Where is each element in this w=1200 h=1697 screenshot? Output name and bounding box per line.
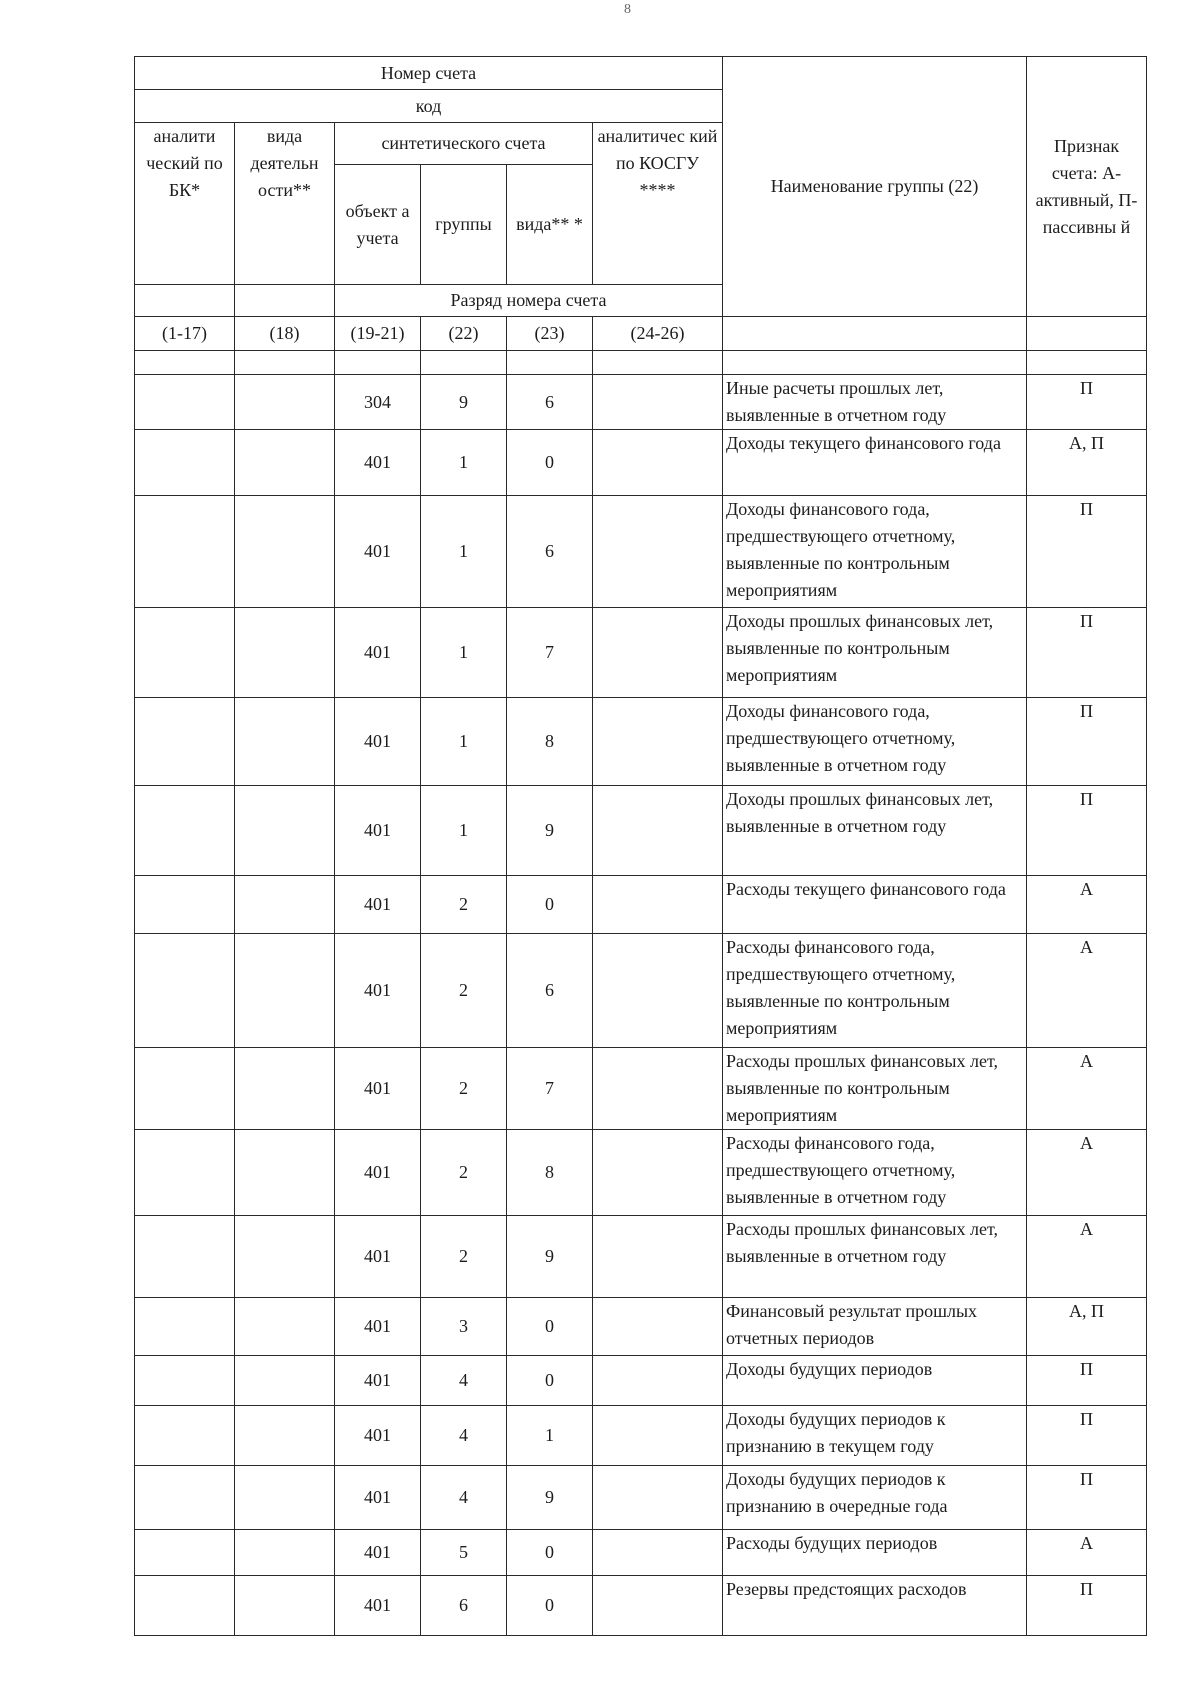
object-cell: 401 — [335, 876, 421, 934]
analytic-bk-cell — [135, 430, 235, 496]
account-sign-cell: П — [1027, 698, 1147, 786]
empty-cell — [421, 351, 507, 375]
group-cell: 9 — [421, 375, 507, 430]
activity-type-cell — [235, 496, 335, 608]
table-row — [135, 430, 1147, 496]
activity-type-cell — [235, 608, 335, 698]
account-sign-cell: П — [1027, 1576, 1147, 1636]
account-sign-cell: А, П — [1027, 430, 1147, 496]
analytic-kosgu-cell — [593, 608, 723, 698]
object-cell: 401 — [335, 1048, 421, 1130]
empty-cell — [135, 351, 235, 375]
table-row — [135, 876, 1147, 934]
account-sign-cell: П — [1027, 496, 1147, 608]
object-cell: 401 — [335, 786, 421, 876]
group-name-cell: Доходы будущих периодов к признанию в текущем году — [723, 1406, 1027, 1466]
range-cell: (1-17) — [135, 317, 235, 351]
group-cell: 6 — [421, 1576, 507, 1636]
group-cell: 1 — [421, 496, 507, 608]
kind-cell: 6 — [507, 934, 593, 1048]
account-number-header: Номер счета — [135, 57, 723, 90]
object-header: объект а учета — [335, 165, 421, 285]
group-name-cell: Доходы прошлых финансовых лет, выявленные в отчетном году — [723, 786, 1027, 876]
analytic-bk-cell — [135, 1048, 235, 1130]
analytic-bk-header: аналити ческий по БК* — [135, 123, 235, 285]
account-sign-cell: А — [1027, 1048, 1147, 1130]
group-header: группы — [421, 165, 507, 285]
group-name-cell: Доходы будущих периодов — [723, 1356, 1027, 1406]
analytic-bk-cell — [135, 1466, 235, 1530]
analytic-bk-cell — [135, 1216, 235, 1298]
object-cell: 401 — [335, 430, 421, 496]
object-cell: 401 — [335, 1356, 421, 1406]
table-row — [135, 1530, 1147, 1576]
analytic-bk-cell — [135, 1530, 235, 1576]
empty-cell — [235, 285, 335, 317]
kind-cell: 9 — [507, 1216, 593, 1298]
group-name-cell: Расходы прошлых финансовых лет, выявленные в отчетном году — [723, 1216, 1027, 1298]
activity-type-header: вида деятельн ости** — [235, 123, 335, 285]
kind-cell: 0 — [507, 430, 593, 496]
object-cell: 401 — [335, 1576, 421, 1636]
group-cell: 5 — [421, 1530, 507, 1576]
table-row — [135, 1048, 1147, 1130]
analytic-kosgu-header: аналитичес кий по КОСГУ **** — [593, 123, 723, 285]
activity-type-cell — [235, 430, 335, 496]
object-cell: 401 — [335, 1216, 421, 1298]
empty-cell — [507, 351, 593, 375]
group-name-cell: Иные расчеты прошлых лет, выявленные в отчетном году — [723, 375, 1027, 430]
analytic-bk-cell — [135, 1298, 235, 1356]
group-cell: 1 — [421, 698, 507, 786]
kind-cell: 8 — [507, 698, 593, 786]
activity-type-cell — [235, 1298, 335, 1356]
object-cell: 401 — [335, 496, 421, 608]
analytic-bk-cell — [135, 1576, 235, 1636]
range-row — [135, 317, 1147, 351]
group-cell: 2 — [421, 876, 507, 934]
account-sign-cell: А — [1027, 1216, 1147, 1298]
analytic-bk-cell — [135, 934, 235, 1048]
table-row — [135, 698, 1147, 786]
object-cell: 401 — [335, 1406, 421, 1466]
empty-cell — [723, 317, 1027, 351]
empty-cell — [335, 351, 421, 375]
table-row — [135, 608, 1147, 698]
table-row — [135, 1576, 1147, 1636]
kind-header: вида** * — [507, 165, 593, 285]
range-cell: (23) — [507, 317, 593, 351]
analytic-kosgu-cell — [593, 1356, 723, 1406]
account-sign-cell: П — [1027, 608, 1147, 698]
activity-type-cell — [235, 1216, 335, 1298]
group-cell: 2 — [421, 1216, 507, 1298]
activity-type-cell — [235, 934, 335, 1048]
group-name-cell: Расходы финансового года, предшествующего отчетному, выявленные в отчетном году — [723, 1130, 1027, 1216]
analytic-bk-cell — [135, 1130, 235, 1216]
code-header: код — [135, 90, 723, 123]
kind-cell: 0 — [507, 1530, 593, 1576]
table-row — [135, 496, 1147, 608]
analytic-kosgu-cell — [593, 786, 723, 876]
kind-cell: 0 — [507, 876, 593, 934]
group-cell: 3 — [421, 1298, 507, 1356]
range-cell: (22) — [421, 317, 507, 351]
range-cell: (19-21) — [335, 317, 421, 351]
group-name-cell: Расходы прошлых финансовых лет, выявленные по контрольным мероприятиям — [723, 1048, 1027, 1130]
activity-type-cell — [235, 1406, 335, 1466]
group-name-cell: Доходы прошлых финансовых лет, выявленные по контрольным мероприятиям — [723, 608, 1027, 698]
kind-cell: 1 — [507, 1406, 593, 1466]
analytic-bk-cell — [135, 698, 235, 786]
kind-cell: 6 — [507, 375, 593, 430]
activity-type-cell — [235, 375, 335, 430]
kind-cell: 0 — [507, 1356, 593, 1406]
analytic-kosgu-cell — [593, 375, 723, 430]
range-cell: (18) — [235, 317, 335, 351]
analytic-kosgu-cell — [593, 1576, 723, 1636]
analytic-bk-cell — [135, 1356, 235, 1406]
empty-cell — [593, 351, 723, 375]
analytic-kosgu-cell — [593, 698, 723, 786]
empty-cell — [135, 285, 235, 317]
table-row — [135, 1298, 1147, 1356]
empty-cell — [1027, 351, 1147, 375]
analytic-kosgu-cell — [593, 1048, 723, 1130]
kind-cell: 8 — [507, 1130, 593, 1216]
account-sign-cell: А — [1027, 1530, 1147, 1576]
table-row — [135, 1356, 1147, 1406]
object-cell: 401 — [335, 1530, 421, 1576]
group-cell: 4 — [421, 1406, 507, 1466]
table-row — [135, 786, 1147, 876]
group-cell: 1 — [421, 608, 507, 698]
group-name-cell: Доходы финансового года, предшествующего отчетному, выявленные по контрольным мероприятиям — [723, 496, 1027, 608]
analytic-kosgu-cell — [593, 876, 723, 934]
group-name-header: Наименование группы (22) — [723, 57, 1027, 317]
object-cell: 304 — [335, 375, 421, 430]
account-sign-header: Признак счета: А- активный, П- пассивны й — [1027, 57, 1147, 317]
activity-type-cell — [235, 1466, 335, 1530]
analytic-kosgu-cell — [593, 1216, 723, 1298]
analytic-bk-cell — [135, 876, 235, 934]
group-cell: 1 — [421, 786, 507, 876]
activity-type-cell — [235, 1130, 335, 1216]
analytic-kosgu-cell — [593, 1530, 723, 1576]
activity-type-cell — [235, 1530, 335, 1576]
account-sign-cell: П — [1027, 786, 1147, 876]
group-name-cell: Резервы предстоящих расходов — [723, 1576, 1027, 1636]
kind-cell: 0 — [507, 1576, 593, 1636]
page-number-mark: 8 — [624, 2, 631, 17]
table-row — [135, 1466, 1147, 1530]
account-sign-cell: П — [1027, 375, 1147, 430]
account-sign-cell: А, П — [1027, 1298, 1147, 1356]
synthetic-account-header: синтетического счета — [335, 123, 593, 165]
group-name-cell: Расходы текущего финансового года — [723, 876, 1027, 934]
analytic-kosgu-cell — [593, 496, 723, 608]
activity-type-cell — [235, 1048, 335, 1130]
group-name-cell: Финансовый результат прошлых отчетных периодов — [723, 1298, 1027, 1356]
group-cell: 4 — [421, 1356, 507, 1406]
group-cell: 1 — [421, 430, 507, 496]
account-sign-cell: П — [1027, 1356, 1147, 1406]
activity-type-cell — [235, 786, 335, 876]
object-cell: 401 — [335, 1130, 421, 1216]
spacer-row — [135, 351, 1147, 375]
table-row — [135, 375, 1147, 430]
analytic-kosgu-cell — [593, 430, 723, 496]
kind-cell: 9 — [507, 786, 593, 876]
activity-type-cell — [235, 698, 335, 786]
empty-cell — [1027, 317, 1147, 351]
analytic-kosgu-cell — [593, 1466, 723, 1530]
empty-cell — [235, 351, 335, 375]
account-sign-cell: П — [1027, 1406, 1147, 1466]
analytic-bk-cell — [135, 786, 235, 876]
group-name-cell: Расходы будущих периодов — [723, 1530, 1027, 1576]
table-row — [135, 934, 1147, 1048]
group-name-cell: Доходы текущего финансового года — [723, 430, 1027, 496]
analytic-bk-cell — [135, 608, 235, 698]
account-sign-cell: А — [1027, 876, 1147, 934]
table-row — [135, 1130, 1147, 1216]
account-sign-cell: П — [1027, 1466, 1147, 1530]
object-cell: 401 — [335, 1298, 421, 1356]
group-name-cell: Доходы будущих периодов к признанию в очередные года — [723, 1466, 1027, 1530]
accounts-table — [134, 56, 1147, 1636]
group-cell: 2 — [421, 934, 507, 1048]
range-cell: (24-26) — [593, 317, 723, 351]
analytic-kosgu-cell — [593, 1130, 723, 1216]
object-cell: 401 — [335, 608, 421, 698]
analytic-kosgu-cell — [593, 934, 723, 1048]
group-cell: 2 — [421, 1130, 507, 1216]
account-sign-cell: А — [1027, 934, 1147, 1048]
object-cell: 401 — [335, 1466, 421, 1530]
object-cell: 401 — [335, 934, 421, 1048]
activity-type-cell — [235, 876, 335, 934]
analytic-kosgu-cell — [593, 1406, 723, 1466]
object-cell: 401 — [335, 698, 421, 786]
kind-cell: 0 — [507, 1298, 593, 1356]
digit-header: Разряд номера счета — [335, 285, 723, 317]
activity-type-cell — [235, 1356, 335, 1406]
group-cell: 2 — [421, 1048, 507, 1130]
kind-cell: 7 — [507, 608, 593, 698]
group-name-cell: Расходы финансового года, предшествующего отчетному, выявленные по контрольным мероприятиям — [723, 934, 1027, 1048]
kind-cell: 6 — [507, 496, 593, 608]
analytic-bk-cell — [135, 1406, 235, 1466]
kind-cell: 9 — [507, 1466, 593, 1530]
kind-cell: 7 — [507, 1048, 593, 1130]
account-sign-cell: А — [1027, 1130, 1147, 1216]
group-name-cell: Доходы финансового года, предшествующего отчетному, выявленные в отчетном году — [723, 698, 1027, 786]
analytic-bk-cell — [135, 375, 235, 430]
analytic-bk-cell — [135, 496, 235, 608]
group-cell: 4 — [421, 1466, 507, 1530]
activity-type-cell — [235, 1576, 335, 1636]
table-row — [135, 1216, 1147, 1298]
table-row — [135, 1406, 1147, 1466]
header-row-1 — [135, 57, 1147, 90]
analytic-kosgu-cell — [593, 1298, 723, 1356]
empty-cell — [723, 351, 1027, 375]
